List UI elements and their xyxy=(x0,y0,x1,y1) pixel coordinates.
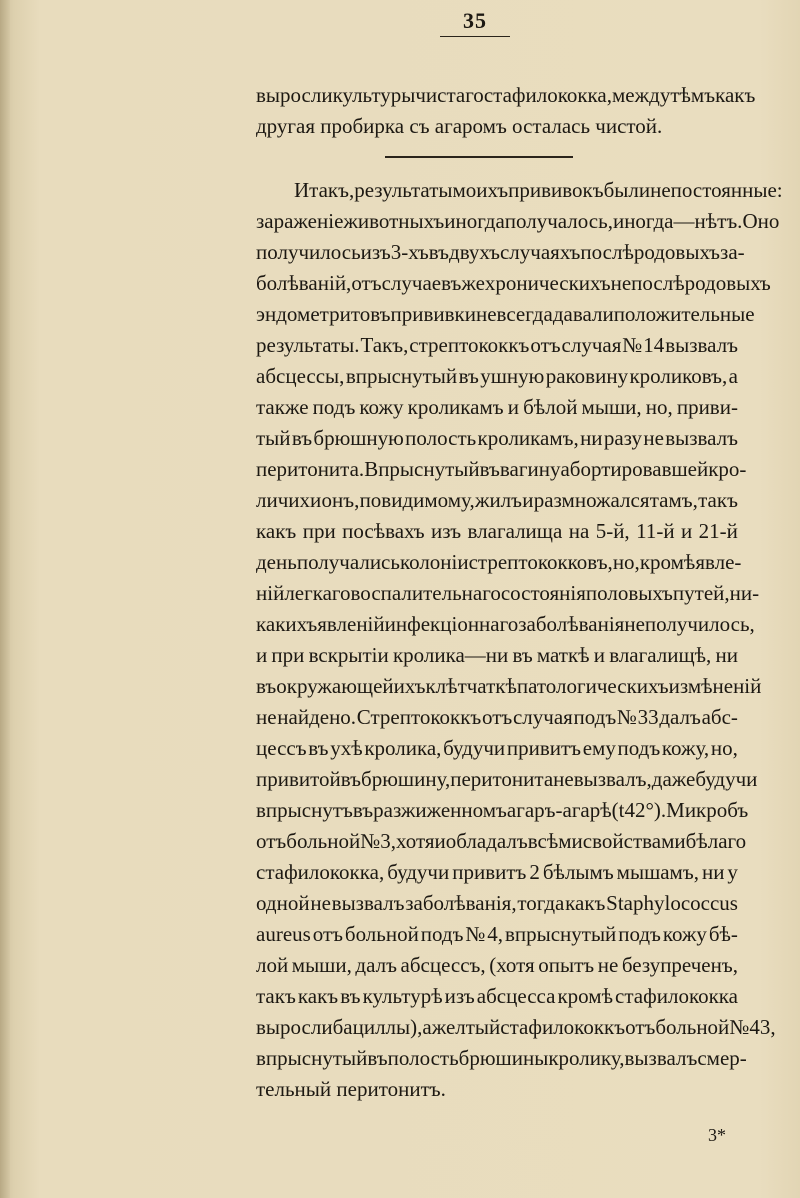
text-line: не найдено. Стрептококкъ отъ случая подъ № 33 далъ абс- xyxy=(256,705,738,729)
text-line: такъ какъ въ культурѣ изъ абсцесса кромѣ стафилококка xyxy=(256,984,738,1008)
text-line: получилось изъ 3-хъ въ двухъ случаяхъ послѣродовыхъ за- xyxy=(256,240,745,264)
section-divider xyxy=(385,156,573,158)
paragraph-continuation xyxy=(256,80,756,142)
text-line: результаты. Такъ, стрептококкъ отъ случая № 14 вызвалъ xyxy=(256,333,738,357)
paragraph-results xyxy=(256,175,783,1105)
page-number: 35 xyxy=(440,8,510,37)
text-line: лой мыши, далъ абсцессъ, (хотя опытъ не безупреченъ, xyxy=(256,953,738,977)
text-line: личихи онъ, повидимому, жилъ и размножался тамъ, такъ xyxy=(256,488,738,512)
text-line: также подъ кожу кроликамъ и бѣлой мыши, но, приви- xyxy=(256,395,738,419)
text-line: и при вскрытіи кролика—ни въ маткѣ и влагалищѣ, ни xyxy=(256,643,738,667)
text-line: цессъ въ ухѣ кролика, будучи привитъ ему подъ кожу, но, xyxy=(256,736,738,760)
text-line: какихъ явленій инфекціоннаго заболѣванія не получилось, xyxy=(256,612,755,636)
text-line: эндометритовъ прививки не всегда давали положительные xyxy=(256,302,755,326)
text-line: стафилококка, будучи привитъ 2 бѣлымъ мышамъ, ни у xyxy=(256,860,738,884)
text-line: впрыснутый въ полость брюшины кролику, вызвалъ смер- xyxy=(256,1046,747,1070)
text-line: привитой въ брюшину, перитонита не вызвалъ, даже будучи xyxy=(256,767,758,791)
text-line: зараженіе животныхъ иногда получалось, иногда—нѣтъ. Оно xyxy=(256,209,780,233)
text-line: перитонита. Впрыснутый въ вагину абортировавшей кро- xyxy=(256,457,747,481)
text-line: выросли бациллы), а желтый стафилококкъ отъ больной № 43, xyxy=(256,1015,776,1039)
text-line: тый въ брюшную полость кроликамъ, ни разу не вызвалъ xyxy=(256,426,738,450)
text-line: выросли культуры чистаго стафилококка, между тѣмъ какъ xyxy=(256,83,756,107)
text-line: одной не вызвалъ заболѣванія, тогда какъ Staphylococcus xyxy=(256,891,738,915)
text-line: ній легкаго воспалительнаго состоянія половыхъ путей, ни- xyxy=(256,581,760,605)
text-line: aureus отъ больной подъ № 4, впрыснутый подъ кожу бѣ- xyxy=(256,922,738,946)
text-line: впрыснутъ въ разжиженномъ агаръ-агарѣ (t 42°). Микробъ xyxy=(256,798,749,822)
text-line: день получались колоніи стрептококковъ, но, кромѣ явле- xyxy=(256,550,742,574)
page-binding-edge xyxy=(0,0,10,1198)
text-line: тельный перитонитъ. xyxy=(256,1077,446,1101)
text-line: Итакъ, результаты моихъ прививокъ были непостоянные: xyxy=(294,178,783,202)
text-line: другая пробирка съ агаромъ осталась чистой. xyxy=(256,114,663,138)
signature-mark: 3* xyxy=(708,1125,726,1145)
text-line: въ окружающей ихъ клѣтчаткѣ патологическихъ измѣненій xyxy=(256,674,762,698)
text-line: абсцессы, впрыснутый въ ушную раковину кроликовъ, а xyxy=(256,364,738,388)
text-line: отъ больной № 3, хотя и обладалъ всѣми свойствами бѣлаго xyxy=(256,829,747,853)
text-line: какъ при посѣвахъ изъ влагалища на 5-й, 11-й и 21-й xyxy=(256,519,738,543)
text-line: болѣваній, отъ случаевъ же хроническихъ непослѣродовыхъ xyxy=(256,271,771,295)
